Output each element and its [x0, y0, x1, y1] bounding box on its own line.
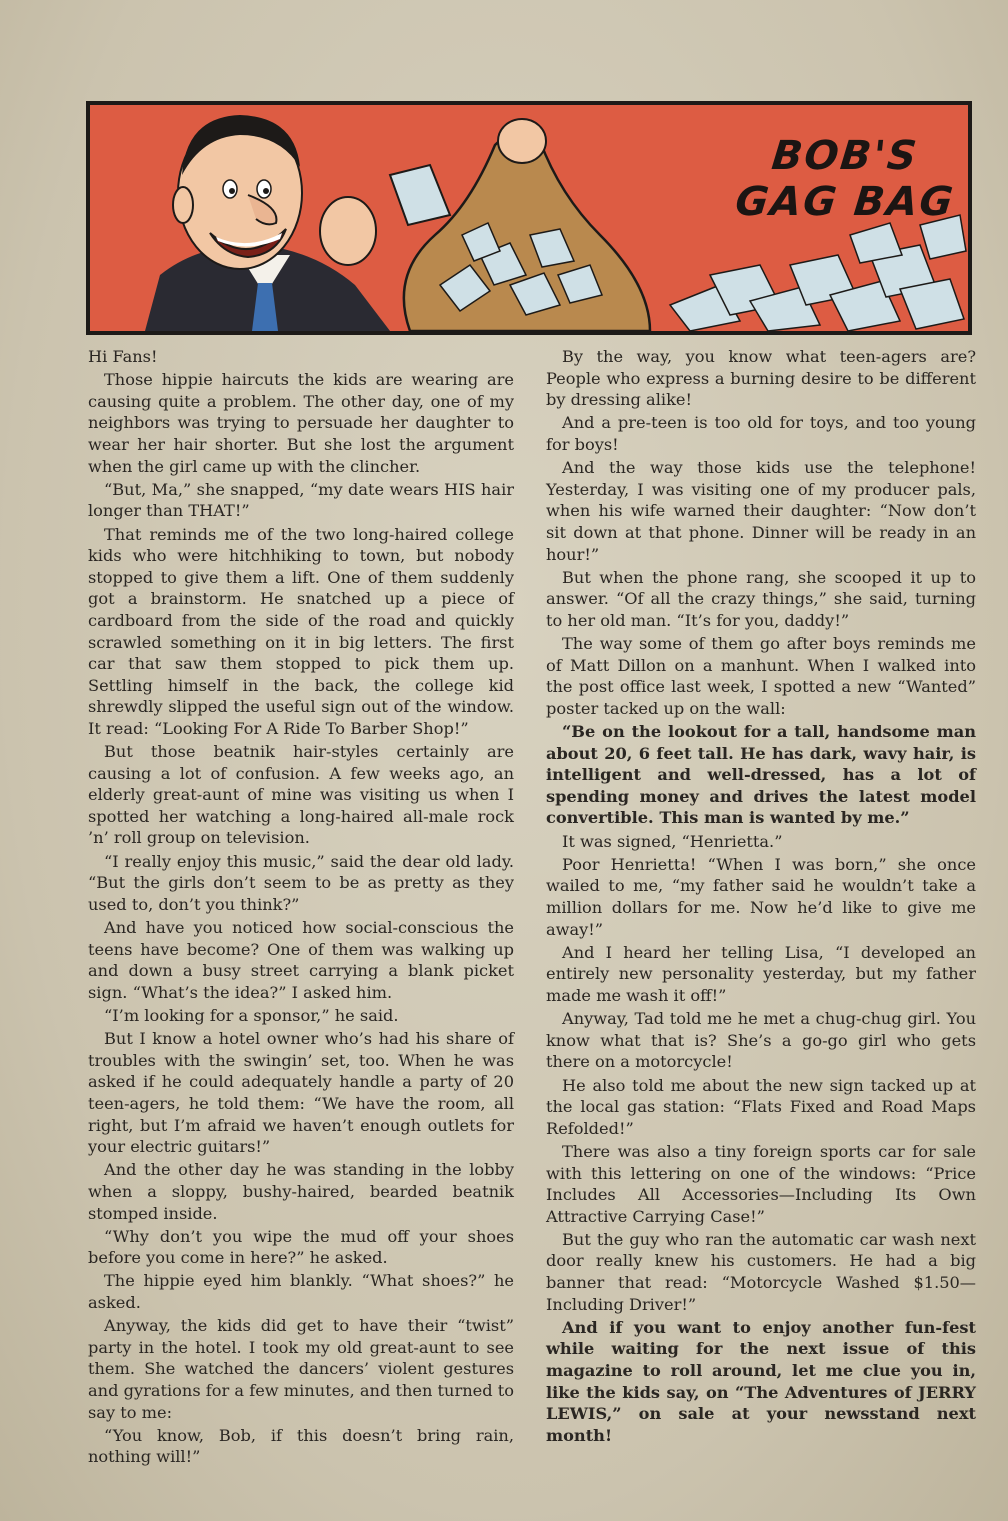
paragraph: But the guy who ran the automatic car wash next door really knew his customers. He had a big banner that read: “Motorcycle Washed $1.50—Including Driver!”: [546, 1229, 976, 1314]
greeting: Hi Fans!: [88, 347, 158, 366]
left-column: [88, 346, 514, 1468]
paragraph: And the other day he was standing in the lobby when a sloppy, bushy-haired, bearded beatnik stomped inside.: [88, 1160, 514, 1223]
paragraph: And a pre-teen is too old for toys, and too young for boys!: [546, 413, 976, 454]
paragraph: The hippie eyed him blankly. “What shoes?” he asked.: [88, 1271, 514, 1313]
paragraph: And the way those kids use the telephone! Yesterday, I was visiting one of my producer pals, when his wife warned their daughter: “Now don’t sit down at that phone. Dinner will be ready in an hour!”: [546, 458, 976, 564]
paragraph: That reminds me of the two long-haired college kids who were hitchhiking to town, but nobody stopped to give them a lift. One of them suddenly got a brainstorm. He snatched up a piece of cardboard from the side of the road and quickly scrawled something on it in big letters. The first car that saw them stopped to pick them up. Settling himself in the back, the college kid shrewdly slipped the useful sign out of the window. It read: “Looking For A Ride To Barber Shop!”: [88, 524, 514, 738]
banner-title: [730, 133, 960, 225]
paper-note-icon: [390, 165, 450, 225]
paragraph: “I’m looking for a sponsor,” he said.: [104, 1005, 399, 1025]
paragraph: Anyway, Tad told me he met a chug-chug girl. You know what that is? She’s a go-go girl who gets there on a motorcycle!: [546, 1009, 976, 1072]
paragraph: “But, Ma,” she snapped, “my date wears HIS hair longer than THAT!”: [88, 479, 514, 521]
right-column: [546, 346, 976, 1446]
paragraph: Poor Henrietta! “When I was born,” she once wailed to me, “my father said he wouldn’t take a million dollars for me. Now he’d like to give me away!”: [546, 854, 976, 939]
closing-paragraph: And if you want to enjoy another fun-fest while waiting for the next issue of this magazine to roll around, let me clue you in, like the kids say, on “The Adventures of JERRY LEWIS,” on sale at your newsstand next month!: [546, 1317, 976, 1445]
header-banner: [86, 101, 972, 335]
paragraph: He also told me about the new sign tacked up at the local gas station: “Flats Fixed and Road Maps Refolded!”: [546, 1075, 976, 1138]
paragraph: It was signed, “Henrietta.”: [562, 831, 783, 851]
paragraph: “Why don’t you wipe the mud off your shoes before you come in here?” he asked.: [88, 1226, 514, 1268]
paragraph: There was also a tiny foreign sports car for sale with this lettering on one of the windows: “Price Includes All Accessories—Including Its Own Attractive Carrying Case!”: [546, 1141, 976, 1226]
title-line-1: BOB'S: [769, 133, 921, 179]
paragraph: The way some of them go after boys reminds me of Matt Dillon on a manhunt. When I walked into the post office last week, I spotted a new “Wanted” poster tacked up on the wall:: [546, 634, 976, 718]
paper-notes-icon: [670, 215, 966, 331]
paragraph: “I really enjoy this music,” said the dear old lady. “But the girls don’t seem to be as pretty as they used to, don’t you think?”: [88, 851, 514, 914]
paragraph: But when the phone rang, she scooped it up to answer. “Of all the crazy things,” she said, turning to her old man. “It’s for you, daddy!”: [546, 567, 976, 630]
paragraph: And have you noticed how social-conscious the teens have become? One of them was walking up and down a busy street carrying a blank picket sign. “What’s the idea?” I asked him.: [88, 918, 514, 1002]
paragraph: But I know a hotel owner who’s had his share of troubles with the swingin’ set, too. When he was asked if he could adequately handle a party of 20 teen-agers, he told them: “We have the room, all right, but I’m afraid we haven’t enough outlets for your electric guitars!”: [88, 1029, 514, 1157]
title-line-2: GAG BAG: [733, 179, 957, 225]
paragraph: And I heard her telling Lisa, “I developed an entirely new personality yesterday, but my father made me wash it off!”: [546, 942, 976, 1005]
paragraph: Those hippie haircuts the kids are wearing are causing quite a problem. The other day, one of my neighbors was trying to persuade her daughter to wear her hair shorter. But she lost the argument when the girl came up with the clincher.: [88, 370, 514, 476]
paragraph: Anyway, the kids did get to have their “twist” party in the hotel. I took my old great-aunt to see them. She watched the dancers’ violent gestures and gyrations for a few minutes, and then turned to say to me:: [88, 1316, 514, 1422]
paragraph: “You know, Bob, if this doesn’t bring rain, nothing will!”: [88, 1425, 514, 1467]
wanted-poster-text: “Be on the lookout for a tall, handsome man about 20, 6 feet tall. He has dark, wavy hair, is intelligent and well-dressed, has a lot of spending money and drives the latest model convertible. This man is wanted by me.”: [546, 722, 976, 828]
paragraph: By the way, you know what teen-agers are? People who express a burning desire to be different by dressing alike!: [546, 347, 976, 410]
paragraph: But those beatnik hair-styles certainly are causing a lot of confusion. A few weeks ago, an elderly great-aunt of mine was visiting us when I spotted her watching a long-haired all-male rock ’n’ roll group on television.: [88, 742, 514, 848]
